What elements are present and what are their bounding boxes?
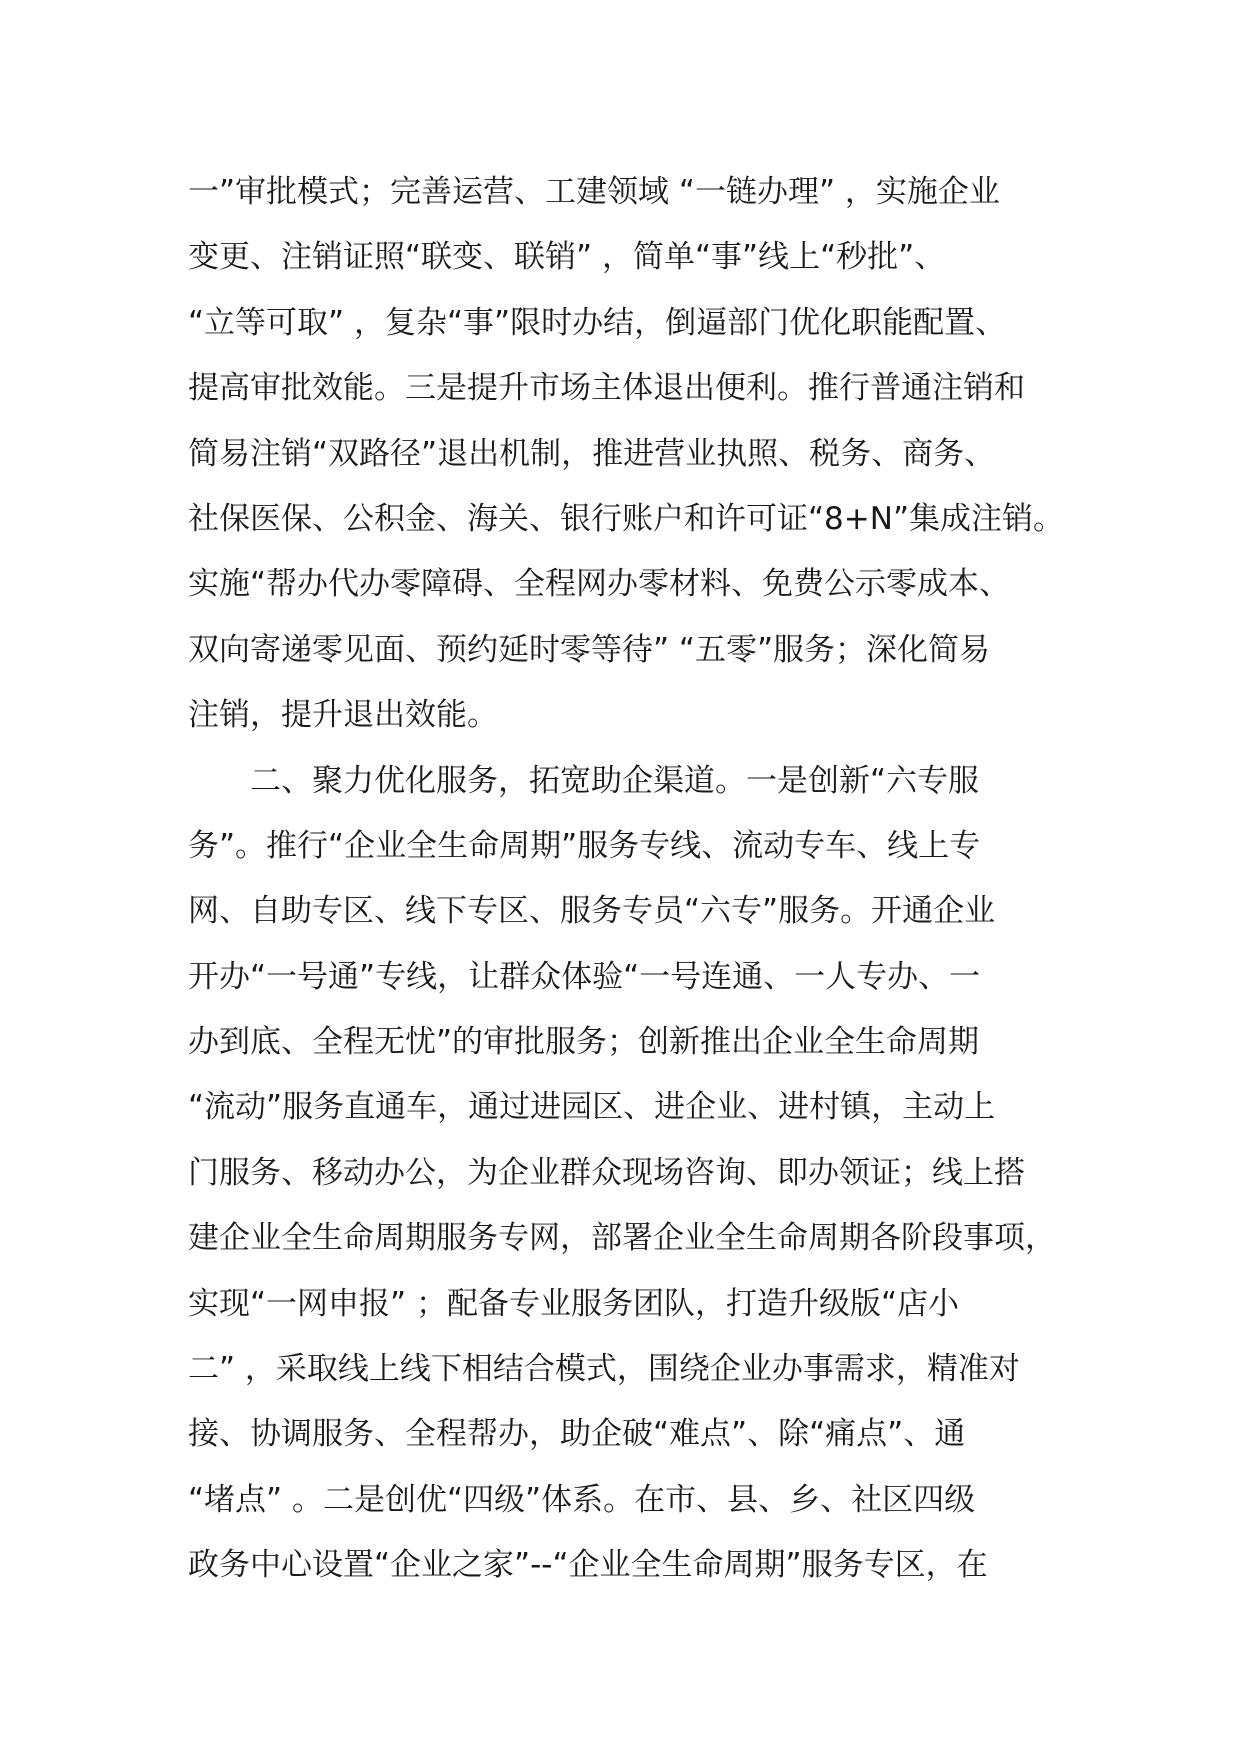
text-line: 务”。推行“企业全生命周期”服务专线、流动专车、线上专 bbox=[188, 827, 981, 864]
text-line: “立等可取” ，复杂“事”限时办结，倒逼部门优化职能配置、 bbox=[188, 304, 1007, 341]
text-line: 一”审批模式；完善运营、工建领域 “一链办理” ，实施企业 bbox=[188, 174, 1000, 210]
text-line: 变更、注销证照“联变、联销” ，简单“事”线上“秒批”、 bbox=[188, 239, 946, 276]
text-line: 简易注销“双路径”退出机制，推进营业执照、税务、商务、 bbox=[188, 435, 996, 472]
text-line: 网、自助专区、线下专区、服务专员“六专”服务。开通企业 bbox=[188, 893, 996, 930]
text-line: 政务中心设置“企业之家”--“企业全生命周期”服务专区，在 bbox=[188, 1547, 988, 1584]
paragraph-heading-line: 二、聚力优化服务，拓宽助企渠道。一是创新“六专服 bbox=[250, 762, 980, 799]
text-line: “流动”服务直通车，通过进园区、进企业、进村镇，主动上 bbox=[188, 1089, 996, 1126]
text-line: 双向寄递零见面、预约延时零等待” “五零”服务；深化简易 bbox=[188, 631, 991, 668]
text-line: 办到底、全程无忧”的审批服务；创新推出企业全生命周期 bbox=[188, 1024, 980, 1061]
text-line: 提高审批效能。三是提升市场主体退出便利。推行普通注销和 bbox=[188, 370, 1025, 407]
text-line: 门服务、移动办公，为企业群众现场咨询、即办领证；线上搭 bbox=[188, 1154, 1025, 1191]
text-line: 建企业全生命周期服务专网，部署企业全生命周期各阶段事项， bbox=[188, 1220, 1056, 1257]
body-text bbox=[188, 160, 1065, 1599]
text-line: 注销，提升退出效能。 bbox=[188, 697, 498, 734]
text-line: 开办“一号通”专线，让群众体验“一号连通、一人专办、一 bbox=[188, 958, 981, 995]
text-line: 实现“一网申报” ；配备专业服务团队，打造升级版“店小 bbox=[188, 1285, 960, 1322]
text-line: “堵点” 。二是创优“四级”体系。在市、县、乡、社区四级 bbox=[188, 1481, 976, 1518]
text-line: 二” ，采取线上线下相结合模式，围绕企业办事需求，精准对 bbox=[188, 1351, 1020, 1388]
text-line: 实施“帮办代办零障碍、全程网办零材料、免费公示零成本、 bbox=[188, 566, 1011, 603]
text-line: 社保医保、公积金、海关、银行账户和许可证“8+N”集成注销。 bbox=[188, 500, 1065, 537]
text-line: 接、协调服务、全程帮办，助企破“难点”、除“痛点”、通 bbox=[188, 1416, 966, 1453]
